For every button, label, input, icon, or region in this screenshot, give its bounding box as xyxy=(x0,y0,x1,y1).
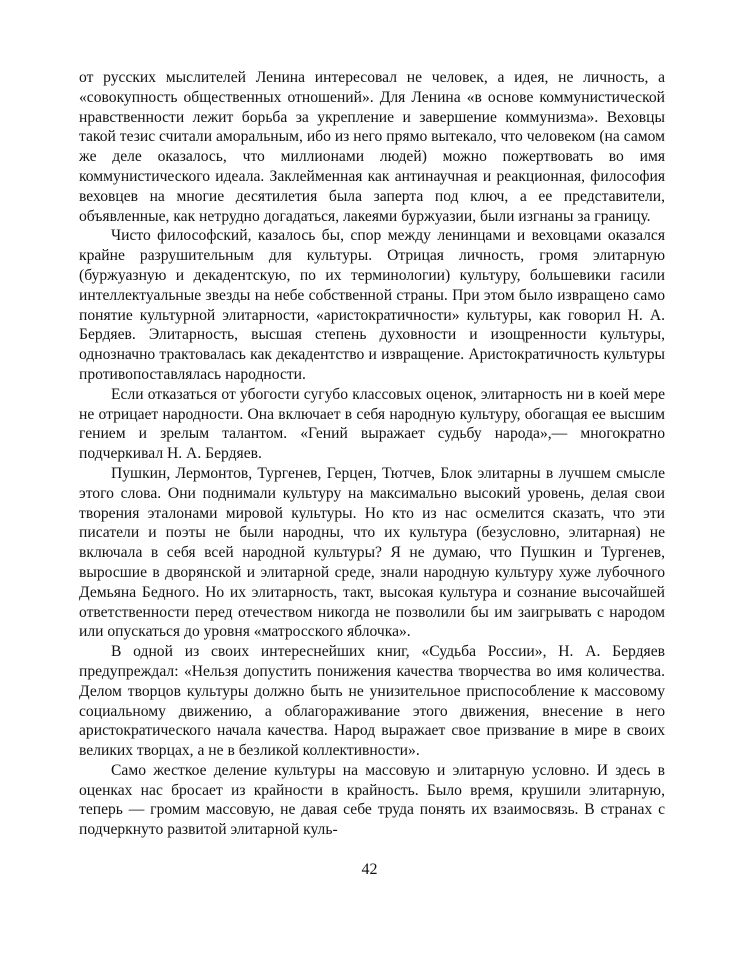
paragraph-1: от русских мыслителей Ленина интересовал не человек, а идея, не личность, а «совокупность общественных отношений». Для Ленина «в основе коммунистической нравственности лежит борьба за укрепление и завершение коммунизма». Веховцы такой тезис считали аморальным, ибо из него прямо вытекало, что человеком (на самом же деле оказалось, что миллионами людей) можно пожертвовать во имя коммунистического идеала. Заклейменная как антинаучная и реакционная, философия веховцев на многие десятилетия была заперта под ключ, а ее представители, объявленные, как нетрудно догадаться, лакеями буржуазии, были изгнаны за границу. xyxy=(79,69,665,225)
paragraph-4: Пушкин, Лермонтов, Тургенев, Герцен, Тютчев, Блок элитарны в лучшем смысле этого слова. Они поднимали культуру на максимально высокий уровень, делая свои творения эталонами мировой культуры. Но кто из нас осмелится сказать, что эти писатели и поэты не были народны, что их культура (безусловно, элитарная) не включала в себя всей народной культуры? Я не думаю, что Пушкин и Тургенев, выросшие в дворянской и элитарной среде, знали народную культуру хуже лубочного Демьяна Бедного. Но их элитарность, такт, высокая культура и сознание высочайшей ответственности перед отечеством никогда не позволили бы им заигрывать с народом или опускаться до уровня «матросского яблочка». xyxy=(79,464,665,641)
paragraph-3: Если отказаться от убогости сугубо классовых оценок, элитарность ни в коей мере не отрицает народности. Она включает в себя народную культуру, обогащая ее высшим гением и зрелым талантом. «Гений выражает судьбу народа»,— многократно подчеркивал Н. А. Бердяев. xyxy=(79,385,665,463)
paragraph-6: Само жесткое деление культуры на массовую и элитарную условно. И здесь в оценках нас бросает из крайности в крайность. Было время, крушили элитарную, теперь — громим массовую, не давая себе труда понять их взаимосвязь. В странах с подчеркнуто развитой элитарной куль- xyxy=(79,761,665,839)
paragraph-5: В одной из своих интереснейших книг, «Судьба России», Н. А. Бердяев предупреждал: «Нельзя допустить понижения качества творчества во имя количества. Делом творцов культуры должно быть не унизительное приспособление к массовому социальному движению, а облагораживание этого движения, внесение в него аристократического начала качества. Народ выражает свое призвание в мире в своих великих творцах, а не в безликой коллективности». xyxy=(79,643,665,760)
page-text-block xyxy=(79,68,665,840)
paragraph-2: Чисто философский, казалось бы, спор между ленинцами и веховцами оказался крайне разрушительным для культуры. Отрицая личность, громя элитарную (буржуазную и декадентскую, по их терминологии) культуру, большевики гасили интеллектуальные звезды на небе собственной страны. При этом было извращено само понятие культурной элитарности, «аристократичности» культуры, как говорил Н. А. Бердяев. Элитарность, высшая степень духовности и изощренности культуры, однозначно трактовалась как декадентство и извращение. Аристократичность культуры противопоставлялась народности. xyxy=(79,227,665,383)
page-number: 42 xyxy=(361,861,378,878)
